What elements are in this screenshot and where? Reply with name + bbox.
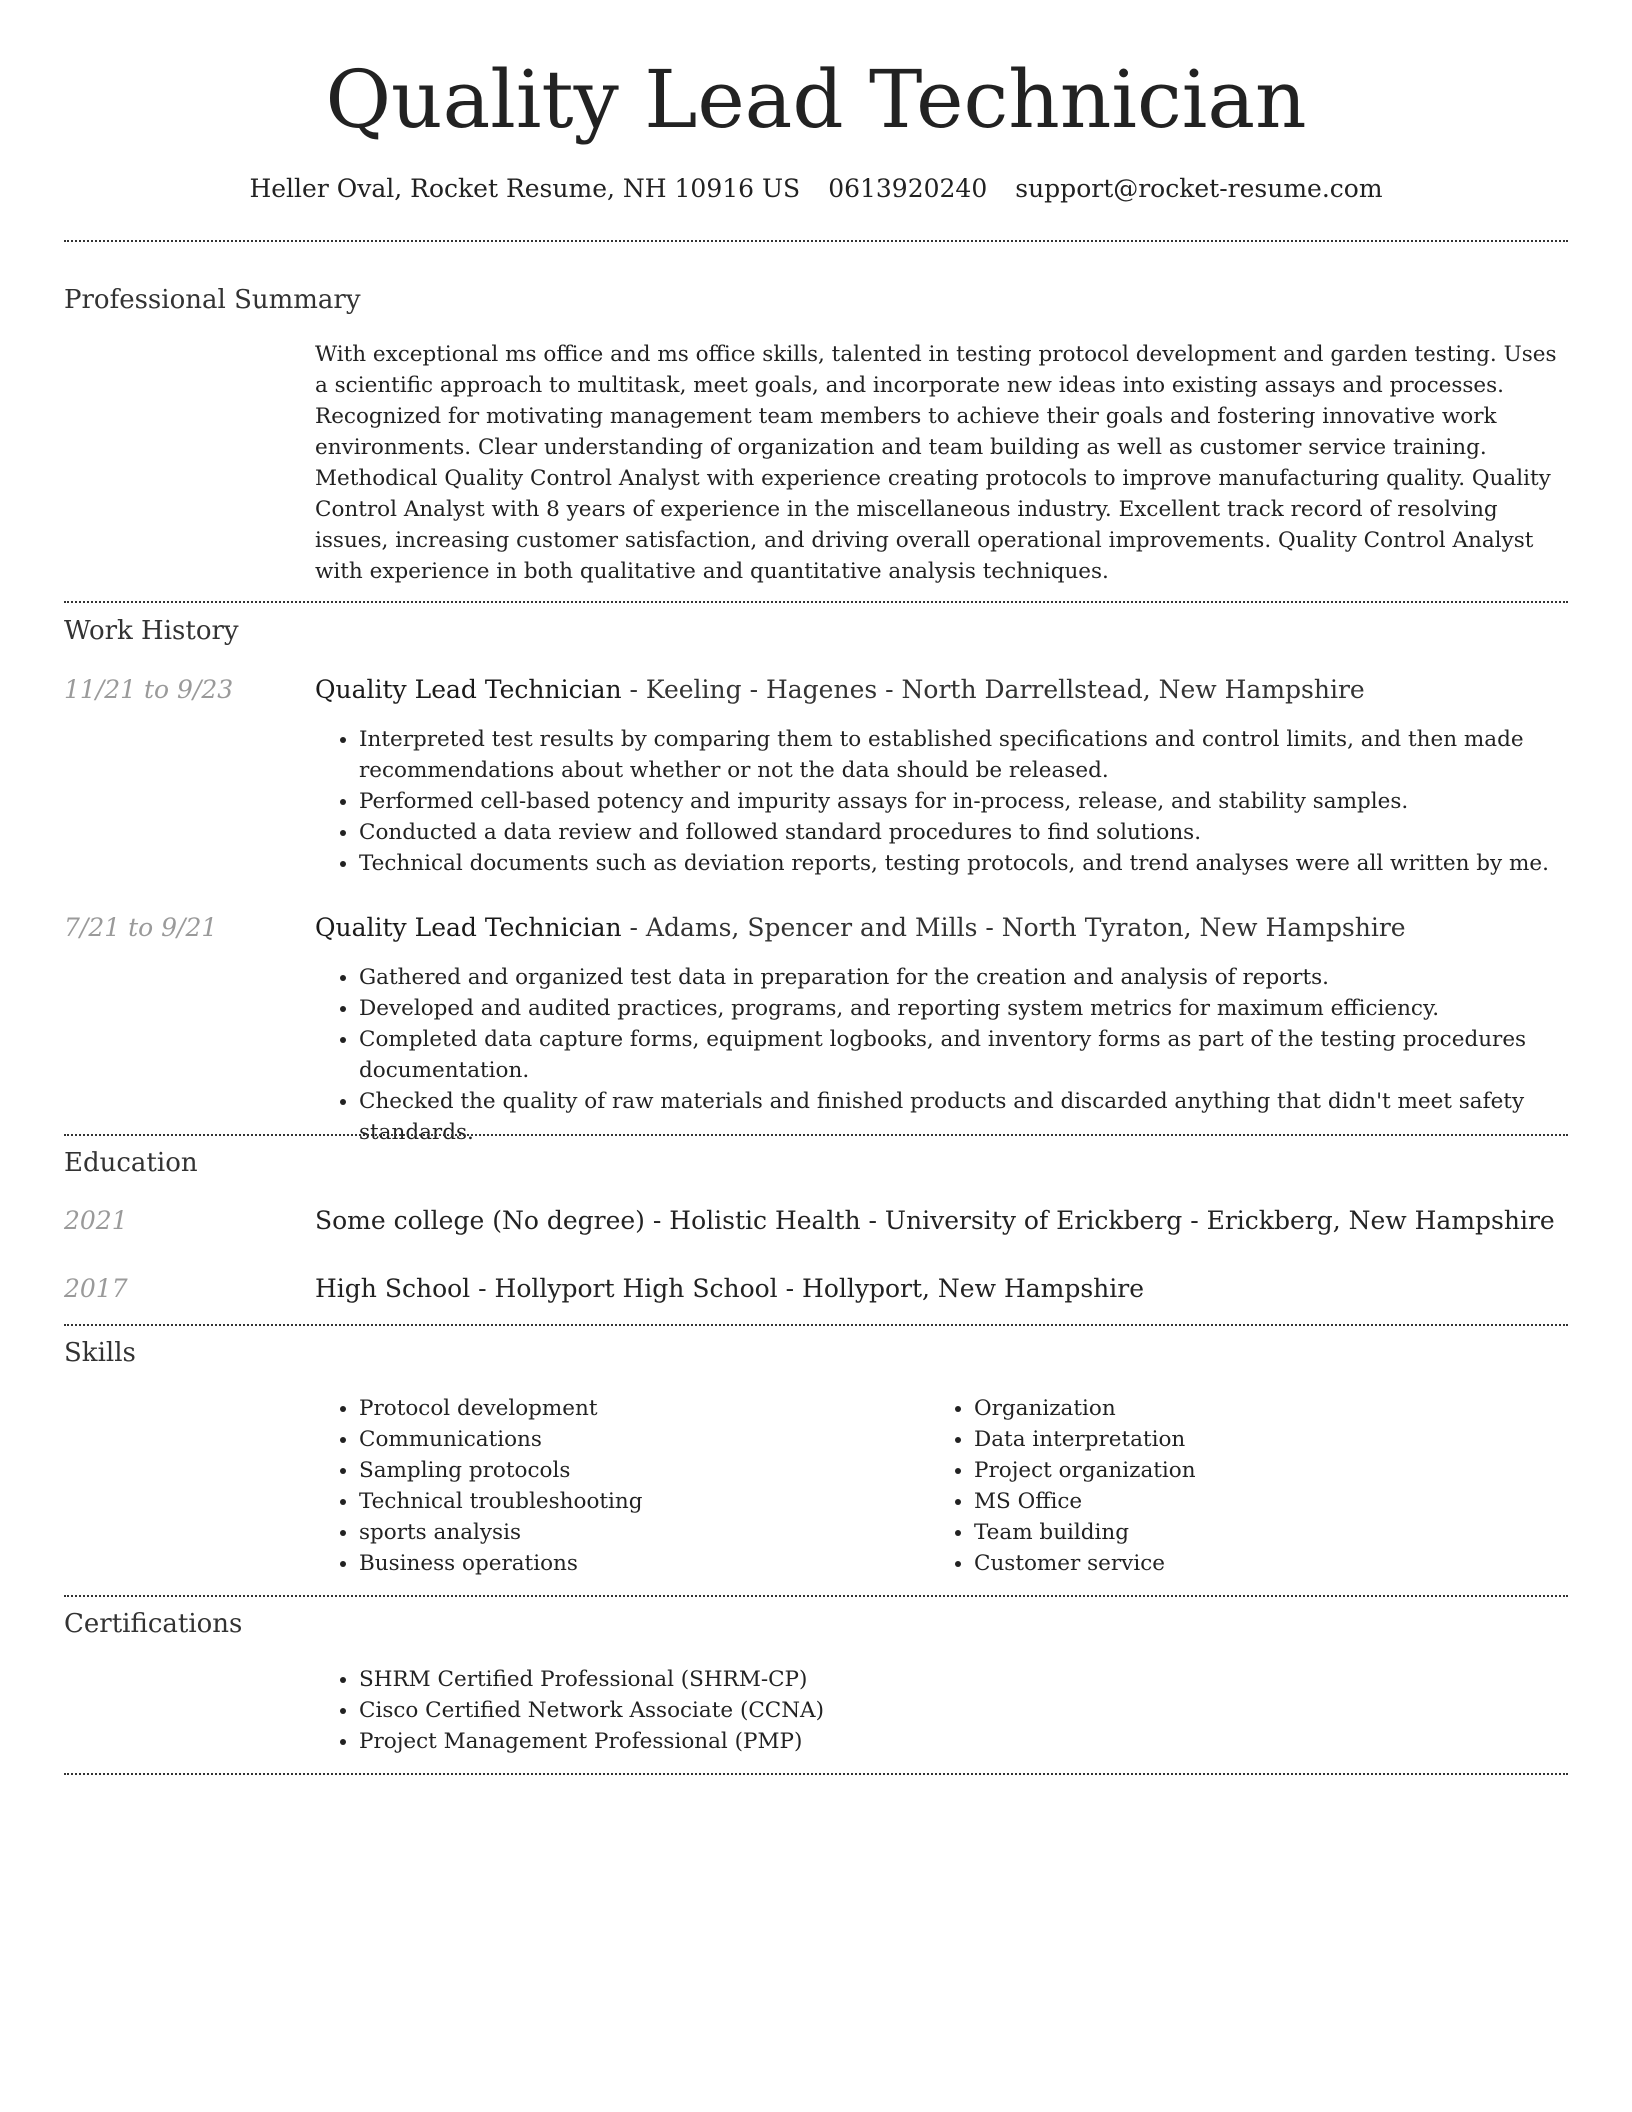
skill-item: • Sampling protocols [359,1455,929,1486]
certifications-list [315,1664,1570,1757]
list-item: • Performed cell-based potency and impurity assays for in-process, release, and stability samples. [359,786,1570,817]
education-year: 2021 [64,1206,128,1235]
job-position: Quality Lead Technician [315,913,622,942]
education-degree: Some college (No degree) - [315,1206,670,1235]
skills-list-right [930,1393,1564,1579]
job-bullets [315,962,1570,1148]
list-item: • Checked the quality of raw materials and finished products and discarded anything that didn't meet safety standards. [359,1086,1570,1148]
skill-item: • Technical troubleshooting [359,1486,929,1517]
certification-item: • SHRM Certified Professional (SHRM-CP) [359,1664,1570,1695]
job-title [315,673,1570,707]
job-details: - Keeling - Hagenes - North Darrellstead, New Hampshire [621,675,1365,704]
skill-item: • Project organization [974,1455,1564,1486]
certification-item: • Cisco Certified Network Associate (CCNA) [359,1695,1570,1726]
list-item: • Developed and audited practices, programs, and reporting system metrics for maximum efficiency. [359,993,1570,1024]
divider [64,240,1568,242]
contact-line [64,172,1568,206]
education-degree: High School [315,1274,471,1303]
education-entry [315,1204,1570,1238]
resume-name: Quality Lead Technician [325,53,1307,146]
section-title-certifications: Certifications [64,1609,243,1639]
list-item: • Gathered and organized test data in preparation for the creation and analysis of reports. [359,962,1570,993]
job-details: - Adams, Spencer and Mills - North Tyraton, New Hampshire [621,913,1406,942]
divider [64,1324,1568,1326]
section-title-skills: Skills [64,1338,136,1368]
education-year: 2017 [64,1274,128,1303]
contact-address: Heller Oval, Rocket Resume, NH 10916 US [249,174,801,203]
skill-item: • Data interpretation [974,1424,1564,1455]
list-item: • Completed data capture forms, equipment logbooks, and inventory forms as part of the testing procedures documentation. [359,1024,1570,1086]
skill-item: • Business operations [359,1548,929,1579]
skill-item: • Protocol development [359,1393,929,1424]
skill-item: • Customer service [974,1548,1564,1579]
contact-email: support@rocket-resume.com [1015,174,1383,203]
job-bullets [315,724,1570,879]
education-school: - University of Erickberg - Erickberg, New Hampshire [860,1206,1555,1235]
education-entry [315,1272,1570,1306]
skill-item: • MS Office [974,1486,1564,1517]
skill-item: • Communications [359,1424,929,1455]
summary-text: With exceptional ms office and ms office skills, talented in testing protocol development and garden testing. Uses a scientific approach to multitask, meet goals, and incorporate new ideas into existing assays and processes. Recognized for motivating management team members to achieve their goals and fostering innovative work environments. Clear understanding of organization and team building as well as customer service training. Methodical Quality Control Analyst with experience creating protocols to improve manufacturing quality. Quality Control Analyst with 8 years of experience in the miscellaneous industry. Excellent track record of resolving issues, increasing customer satisfaction, and driving overall operational improvements. Quality Control Analyst with experience in both qualitative and quantitative analysis techniques. [315,342,1557,584]
list-item: • Interpreted test results by comparing them to established specifications and control limits, and then made recommendations about whether or not the data should be released. [359,724,1570,786]
education-school: - Hollyport High School - Hollyport, New Hampshire [470,1274,1145,1303]
contact-phone: 0613920240 [828,174,988,203]
skills-list-left [315,1393,929,1579]
certification-item: • Project Management Professional (PMP) [359,1726,1570,1757]
education-field: Holistic Health [669,1206,861,1235]
job-dates: 11/21 to 9/23 [64,675,234,704]
divider [64,601,1568,603]
divider [64,1773,1568,1775]
skill-item: • sports analysis [359,1517,929,1548]
divider [64,1134,1568,1136]
skill-item: • Organization [974,1393,1564,1424]
list-item: • Conducted a data review and followed standard procedures to find solutions. [359,817,1570,848]
job-dates: 7/21 to 9/21 [64,913,218,942]
list-item: • Technical documents such as deviation reports, testing protocols, and trend analyses were all written by me. [359,848,1570,879]
job-title [315,911,1570,945]
divider [64,1595,1568,1597]
section-title-summary: Professional Summary [64,285,361,315]
section-title-education: Education [64,1148,198,1178]
job-position: Quality Lead Technician [315,675,622,704]
skill-item: • Team building [974,1517,1564,1548]
section-title-work: Work History [64,616,239,646]
